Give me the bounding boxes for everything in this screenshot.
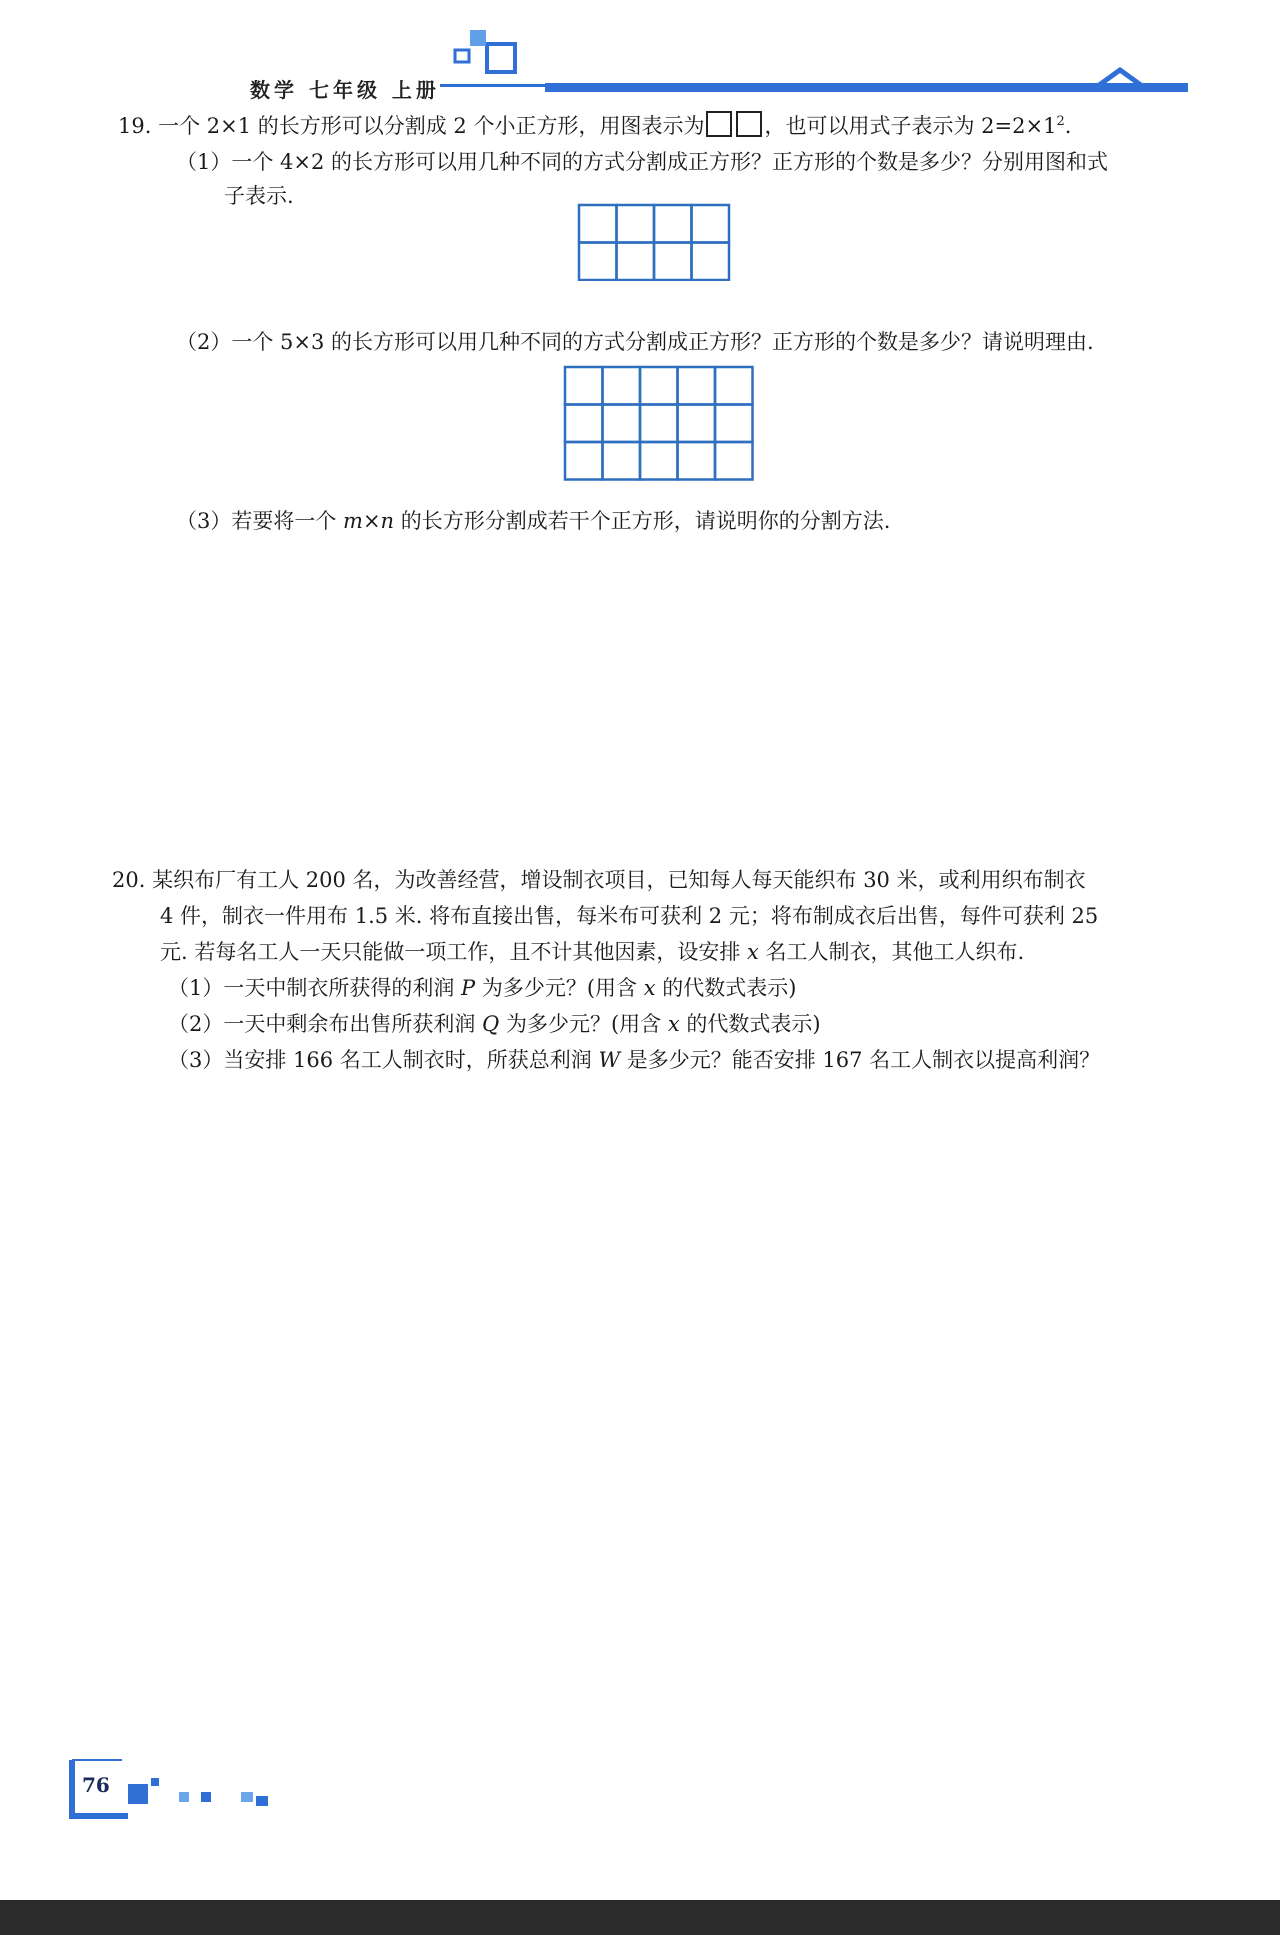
q20-part3-var: W (598, 1048, 621, 1072)
header-rule-thin (440, 84, 545, 87)
q19-square-2 (736, 111, 762, 137)
grid-cell (565, 367, 603, 405)
grid-cell (654, 243, 692, 281)
q19-grid-4x2 (577, 203, 731, 281)
footer-square-5 (241, 1792, 253, 1802)
q20-part3 (168, 1045, 1100, 1075)
header-rule-thick (545, 83, 1188, 92)
footer-decoration (0, 1740, 300, 1850)
grid-cell (617, 243, 655, 281)
grid-cell (603, 442, 641, 480)
q19-square-1 (706, 111, 732, 137)
grid-cell (640, 405, 678, 443)
grid-cell (565, 405, 603, 443)
grid-cell (579, 205, 617, 243)
footer-square-2 (151, 1778, 159, 1786)
q20-line3-a: 元. 若每名工人一天只能做一项工作，且不计其他因素，设安排 (160, 940, 748, 964)
q20-part1 (168, 973, 796, 1003)
q20-part2-var: Q (482, 1012, 500, 1036)
grid-cell (692, 205, 730, 243)
q19-part3-var: m×n (343, 509, 395, 533)
grid-cell (678, 442, 716, 480)
q19-number: 19. (118, 114, 152, 138)
grid-cell (640, 367, 678, 405)
header-square-filled (470, 30, 486, 46)
grid-cell (678, 405, 716, 443)
q19-stem-sup: 2 (1056, 114, 1065, 129)
q20-part1-var: P (461, 976, 476, 1000)
grid-cell (715, 405, 753, 443)
q19-part2: （2）一个 5×3 的长方形可以用几种不同的方式分割成正方形？正方形的个数是多少？请说明理由. (176, 330, 1094, 354)
q19-stem-b: ，也可以用式子表示为 2=2×1 (764, 114, 1057, 138)
q20-line1 (112, 865, 1086, 895)
q19-stem-a: 一个 2×1 的长方形可以分割成 2 个小正方形，用图表示为 (158, 114, 705, 138)
header-square-large (487, 44, 515, 72)
footer-square-6 (256, 1796, 268, 1806)
q19-stem (118, 107, 1071, 141)
grid-cell (579, 243, 617, 281)
q19-part3-a: （3）若要将一个 (176, 509, 344, 533)
q19-part1-line2: 子表示. (224, 184, 294, 208)
q20-part3-a: （3）当安排 166 名工人制衣时，所获总利润 (168, 1048, 599, 1072)
q20-part2-b: 为多少元？(用含 (499, 1012, 668, 1036)
q20-line1-text: 某织布厂有工人 200 名，为改善经营，增设制衣项目，已知每人每天能织布 30 米，或利用织布制衣 (152, 868, 1086, 892)
q20-line3-var: x (747, 940, 759, 964)
q20-part3-b: 是多少元？能否安排 167 名工人制衣以提高利润？ (620, 1048, 1101, 1072)
q20-line3-b: 名工人制衣，其他工人织布. (758, 940, 1025, 964)
q20-part1-var2: x (643, 976, 656, 1000)
q20-part2-c: 的代数式表示) (679, 1012, 821, 1036)
grid-cell (654, 205, 692, 243)
q20-part2-var2: x (667, 1012, 680, 1036)
q19-part3-b: 的长方形分割成若干个正方形，请说明你的分割方法. (394, 509, 891, 533)
grid-cell (678, 367, 716, 405)
grid-cell (603, 367, 641, 405)
q19-grid-5x3 (563, 365, 757, 485)
q20-part1-a: （1）一天中制衣所获得的利润 (168, 976, 462, 1000)
q20-part2-a: （2）一天中剩余布出售所获利润 (168, 1012, 483, 1036)
grid-cell (603, 405, 641, 443)
footer-square-4 (201, 1792, 211, 1802)
page-number: 76 (82, 1773, 110, 1797)
q20-line3 (160, 937, 1024, 967)
bottom-bar (0, 1900, 1280, 1935)
q20-line2: 4 件，制衣一件用布 1.5 米. 将布直接出售，每米布可获利 2 元；将布制成衣后出售，每件可获利 25 (160, 904, 1099, 928)
header-title: 数学 七年级 上册 (250, 78, 440, 102)
grid-cell (640, 442, 678, 480)
q19-part1-line1: （1）一个 4×2 的长方形可以用几种不同的方式分割成正方形？正方形的个数是多少？分别用图和式 (176, 150, 1109, 174)
q19-stem-end: . (1064, 114, 1072, 138)
grid-cell (715, 367, 753, 405)
q20-part1-b: 为多少元？(用含 (475, 976, 644, 1000)
header-square-small (455, 50, 469, 62)
q20-number: 20. (112, 868, 146, 892)
footer-square-1 (128, 1784, 148, 1804)
header-decoration (0, 0, 1280, 110)
grid-cell (565, 442, 603, 480)
footer-square-3 (179, 1792, 189, 1802)
grid-cell (617, 205, 655, 243)
grid-cell (715, 442, 753, 480)
q19-part3 (176, 506, 890, 536)
grid-cell (692, 243, 730, 281)
q20-part1-c: 的代数式表示) (655, 976, 797, 1000)
q20-part2 (168, 1009, 821, 1039)
